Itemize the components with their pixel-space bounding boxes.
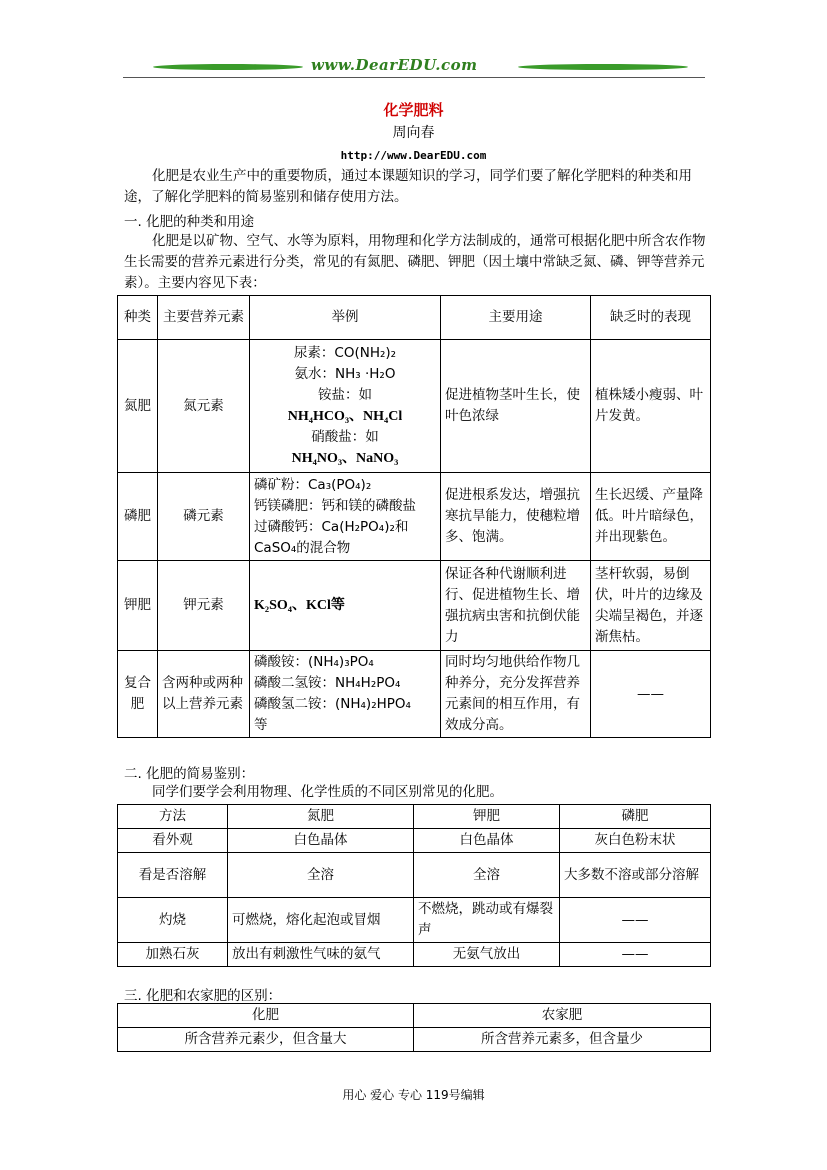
document-title: 化学肥料: [383, 101, 444, 119]
page-footer: 用心 爱心 专心 119号编辑: [342, 1088, 485, 1102]
table-cell: 全溶: [414, 853, 560, 898]
identification-table: [117, 804, 711, 967]
table-cell: 灰白色粉末状: [560, 829, 711, 853]
header-cell: 农家肥: [414, 1004, 711, 1028]
table-row: [118, 473, 711, 561]
header-cell: 方法: [118, 805, 228, 829]
header-cell: 钾肥: [414, 805, 560, 829]
example-line: 铵盐：如: [318, 387, 372, 403]
table-cell: 不燃烧，跳动或有爆裂声: [414, 898, 560, 943]
comparison-table: [117, 1003, 711, 1052]
table-cell: 可燃烧，熔化起泡或冒烟: [228, 898, 414, 943]
type-cell: 复合肥: [118, 651, 158, 738]
lack-cell: 植株矮小瘦弱、叶片发黄。: [591, 340, 711, 473]
example-line: CaSO₄的混合物: [254, 539, 351, 556]
table-header-row: [118, 1004, 711, 1028]
table-row: [118, 340, 711, 473]
example-line: NH₄NO₃、NaNO₃: [291, 451, 399, 466]
example-line: 氨水：NH₃ ·H₂O: [294, 366, 396, 382]
method-cell: 加熟石灰: [118, 943, 228, 967]
type-cell: 磷肥: [118, 473, 158, 561]
use-cell: 促进植物茎叶生长，使叶色浓绿: [441, 340, 591, 473]
table-cell: 放出有刺激性气味的氨气: [228, 943, 414, 967]
table-cell: ——: [560, 943, 711, 967]
header-cell: 种类: [118, 296, 158, 340]
table-row: [118, 898, 711, 943]
header-cell: 举例: [250, 296, 441, 340]
table-cell: 所含营养元素多，但含量少: [414, 1028, 711, 1052]
example-line: 等: [254, 717, 268, 733]
source-url[interactable]: http://www.DearEDU.com: [340, 149, 487, 162]
element-cell: 磷元素: [158, 473, 250, 561]
table-row: [118, 651, 711, 738]
table-cell: 所含营养元素少，但含量大: [118, 1028, 414, 1052]
header-cell: 缺乏时的表现: [591, 296, 711, 340]
table-cell: ——: [560, 898, 711, 943]
use-cell: 同时均匀地供给作物几种养分，充分发挥营养元素间的相互作用，有效成分高。: [441, 651, 591, 738]
table-row: [118, 853, 711, 898]
left-swoosh-decoration: [153, 64, 303, 70]
method-cell: 看外观: [118, 829, 228, 853]
example-line: 磷酸二氢铵：NH₄H₂PO₄: [254, 675, 401, 691]
examples-cell: [250, 561, 441, 651]
lack-cell: 生长迟缓、产量降低。叶片暗绿色，并出现紫色。: [591, 473, 711, 561]
lack-cell: ——: [591, 651, 711, 738]
section-2-heading: 二. 化肥的简易鉴别：: [124, 766, 255, 782]
header-cell: 磷肥: [560, 805, 711, 829]
type-cell: 钾肥: [118, 561, 158, 651]
table-cell: 白色晶体: [228, 829, 414, 853]
example-line: 尿素：CO(NH₂)₂: [293, 345, 397, 361]
table-cell: 全溶: [228, 853, 414, 898]
section-3-heading: 三. 化肥和农家肥的区别：: [124, 988, 282, 1004]
page-header: [123, 56, 705, 80]
table-row: [118, 943, 711, 967]
example-line: 硝酸盐：如: [311, 429, 379, 445]
header-cell: 氮肥: [228, 805, 414, 829]
example-line: 磷酸氢二铵：(NH₄)₂HPO₄: [254, 696, 411, 712]
lack-cell: 茎杆软弱，易倒伏，叶片的边缘及尖端呈褐色，并逐渐焦枯。: [591, 561, 711, 651]
element-cell: 钾元素: [158, 561, 250, 651]
example-line: 过磷酸钙：Ca(H₂PO₄)₂和: [254, 518, 409, 535]
site-logo[interactable]: www.DearEDU.com: [311, 56, 478, 74]
examples-cell: [250, 340, 441, 473]
table-row: [118, 1028, 711, 1052]
example-line: 磷酸铵：(NH₄)₃PO₄: [254, 654, 374, 670]
section-1-text: 化肥是以矿物、空气、水等为原料，用物理和化学方法制成的，通常可根据化肥中所含农作物生长需要的营养元素进行分类，常见的有氮肥、磷肥、钾肥（因土壤中常缺乏氮、磷、钾等营养元素）。主要内容见下表：: [124, 233, 706, 291]
example-line: 钙镁磷肥：钙和镁的磷酸盐: [254, 497, 416, 514]
author: 周向春: [392, 125, 435, 141]
element-cell: 氮元素: [158, 340, 250, 473]
use-cell: 保证各种代谢顺利进行、促进植物生长、增强抗病虫害和抗倒伏能力: [441, 561, 591, 651]
header-rule: [123, 77, 705, 78]
example-line: K₂SO₄、KCl等: [254, 598, 345, 613]
table-row: [118, 829, 711, 853]
section-1-heading: 一. 化肥的种类和用途: [124, 214, 255, 230]
example-line: NH₄HCO₃、NH₄Cl: [287, 409, 403, 424]
table-cell: 大多数不溶或部分溶解: [560, 853, 711, 898]
method-cell: 灼烧: [118, 898, 228, 943]
table-cell: 无氨气放出: [414, 943, 560, 967]
header-cell: 化肥: [118, 1004, 414, 1028]
fertilizer-types-table: [117, 295, 711, 738]
element-cell: 含两种或两种以上营养元素: [158, 651, 250, 738]
section-2-text: 同学们要学会利用物理、化学性质的不同区别常见的化肥。: [152, 784, 503, 800]
right-swoosh-decoration: [518, 64, 688, 70]
use-cell: 促进根系发达，增强抗寒抗旱能力，使穗粒增多、饱满。: [441, 473, 591, 561]
header-cell: 主要营养元素: [158, 296, 250, 340]
example-line: 磷矿粉：Ca₃(PO₄)₂: [254, 476, 372, 493]
method-cell: 看是否溶解: [118, 853, 228, 898]
table-header-row: [118, 296, 711, 340]
table-cell: 白色晶体: [414, 829, 560, 853]
table-row: [118, 561, 711, 651]
type-cell: 氮肥: [118, 340, 158, 473]
table-header-row: [118, 805, 711, 829]
examples-cell: [250, 651, 441, 738]
header-cell: 主要用途: [441, 296, 591, 340]
intro-paragraph: 化肥是农业生产中的重要物质，通过本课题知识的学习，同学们要了解化学肥料的种类和用途，了解化学肥料的简易鉴别和储存使用方法。: [124, 168, 692, 205]
examples-cell: [250, 473, 441, 561]
